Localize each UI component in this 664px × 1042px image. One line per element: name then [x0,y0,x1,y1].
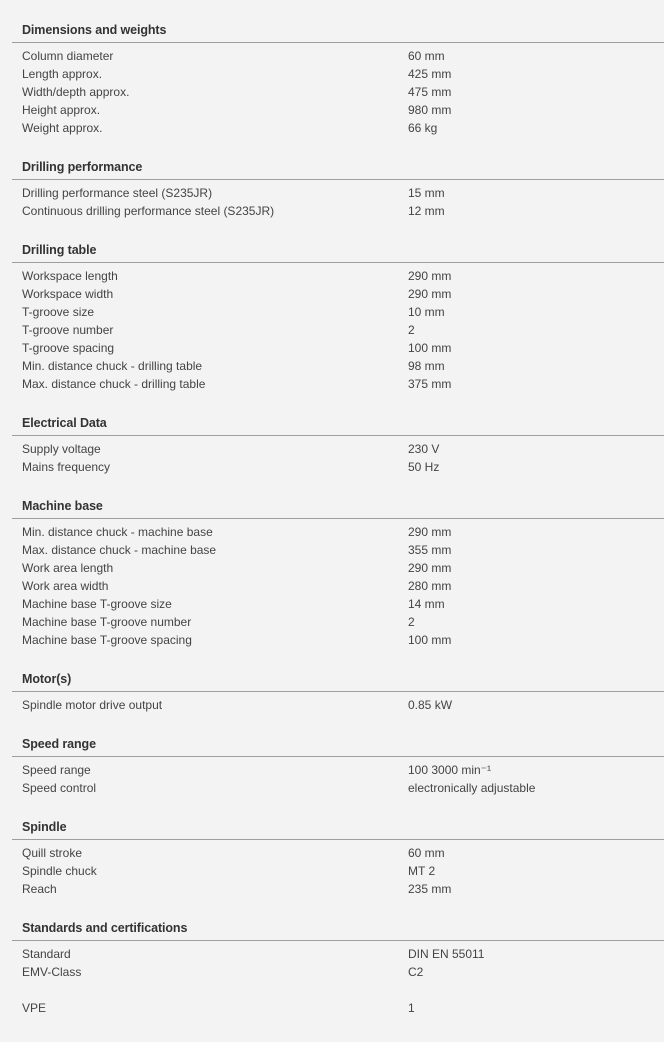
spec-value: 290 mm [408,269,452,283]
spec-label: Drilling performance steel (S235JR) [22,186,213,200]
spec-label: Machine base T-groove size [22,597,172,611]
spec-value: 375 mm [408,377,452,391]
spec-label: Speed control [22,781,97,795]
spec-row [0,844,664,862]
section-title: Motor(s) [22,672,72,686]
spec-row [0,779,664,797]
spec-label: Machine base T-groove spacing [22,633,192,647]
spec-value: 980 mm [408,103,452,117]
spec-row [0,47,664,65]
spec-value: 0.85 kW [408,698,453,712]
spec-label: Column diameter [22,49,114,63]
spec-value: 100 mm [408,633,452,647]
section-standards-and-certifications [0,898,664,981]
spec-value: MT 2 [408,864,436,878]
spec-value: 98 mm [408,359,445,373]
spec-label: Quill stroke [22,846,83,860]
spec-row [0,559,664,577]
spec-row [0,440,664,458]
spec-row [0,577,664,595]
spec-row [0,945,664,963]
spec-row [0,613,664,631]
spec-label: Length approx. [22,67,103,81]
spec-value: 355 mm [408,543,452,557]
spec-row [0,375,664,393]
spec-value: 60 mm [408,846,445,860]
spec-value: 100 mm [408,341,452,355]
spec-label: Work area length [22,561,114,575]
spec-label: Width/depth approx. [22,85,130,99]
spec-value: 290 mm [408,287,452,301]
spec-value: 14 mm [408,597,445,611]
spec-row [0,631,664,649]
spec-row [0,339,664,357]
spec-label: Work area width [22,579,109,593]
section-title: Dimensions and weights [22,23,167,37]
spec-value: 290 mm [408,561,452,575]
spec-label: Standard [22,947,71,961]
spec-label: Min. distance chuck - drilling table [22,359,203,373]
section-electrical-data [0,393,664,476]
spec-row [0,357,664,375]
section-drilling-table [0,220,664,393]
section-title: Spindle [22,820,67,834]
spec-label: Height approx. [22,103,101,117]
section-title: Electrical Data [22,416,107,430]
spec-row [0,963,664,981]
spec-label: Workspace width [22,287,114,301]
section-drilling-performance [0,137,664,220]
spec-label: Spindle motor drive output [22,698,163,712]
spec-row [0,523,664,541]
spec-label: Weight approx. [22,121,103,135]
spec-row [0,880,664,898]
spec-value: 100 3000 min⁻¹ [408,763,492,777]
spec-row [0,65,664,83]
spec-label: Speed range [22,763,91,777]
spec-value: 230 V [408,442,440,456]
spec-value: electronically adjustable [408,781,536,795]
spec-label: Workspace length [22,269,118,283]
spec-label: Reach [22,882,57,896]
spec-row [0,267,664,285]
spec-value: DIN EN 55011 [408,947,485,961]
spec-row [0,119,664,137]
section-motors [0,649,664,714]
spec-value: 2 [408,615,415,629]
spec-label: Min. distance chuck - machine base [22,525,213,539]
spec-label: Machine base T-groove number [22,615,192,629]
spec-label: VPE [22,1001,47,1015]
spec-value: 425 mm [408,67,452,81]
extra-rows [0,981,664,1017]
section-title: Drilling performance [22,160,143,174]
section-machine-base [0,476,664,649]
spec-row [0,761,664,779]
section-spindle [0,797,664,898]
section-title: Drilling table [22,243,97,257]
spec-label: Max. distance chuck - drilling table [22,377,206,391]
spec-label: Mains frequency [22,460,111,474]
spec-label: T-groove size [22,305,95,319]
spec-value: 12 mm [408,204,445,218]
spec-value: 475 mm [408,85,452,99]
spec-row [0,285,664,303]
spec-label: Max. distance chuck - machine base [22,543,217,557]
section-title: Speed range [22,737,96,751]
spec-value: 50 Hz [408,460,440,474]
spec-label: Spindle chuck [22,864,97,878]
spec-row [0,595,664,613]
section-title: Machine base [22,499,103,513]
spec-value: 10 mm [408,305,445,319]
section-dimensions-and-weights [0,0,664,137]
spec-value: 15 mm [408,186,445,200]
spec-label: EMV-Class [22,965,82,979]
spec-row [0,862,664,880]
spec-label: T-groove number [22,323,114,337]
spec-value: 66 kg [408,121,438,135]
spec-row [0,101,664,119]
spec-row [0,184,664,202]
spec-row [0,696,664,714]
spec-value: 290 mm [408,525,452,539]
spec-value: 1 [408,1001,415,1015]
spec-value: 235 mm [408,882,452,896]
spec-row [0,541,664,559]
spec-row [0,202,664,220]
spec-label: Supply voltage [22,442,101,456]
section-speed-range [0,714,664,797]
spec-row-vpe [0,999,664,1017]
spec-value: C2 [408,965,424,979]
spec-row [0,83,664,101]
spec-row [0,321,664,339]
spec-value: 280 mm [408,579,452,593]
spec-label: Continuous drilling performance steel (S235JR) [22,204,275,218]
spec-value: 2 [408,323,415,337]
spec-row [0,303,664,321]
spec-row [0,458,664,476]
section-title: Standards and certifications [22,921,188,935]
spec-value: 60 mm [408,49,445,63]
spec-label: T-groove spacing [22,341,115,355]
